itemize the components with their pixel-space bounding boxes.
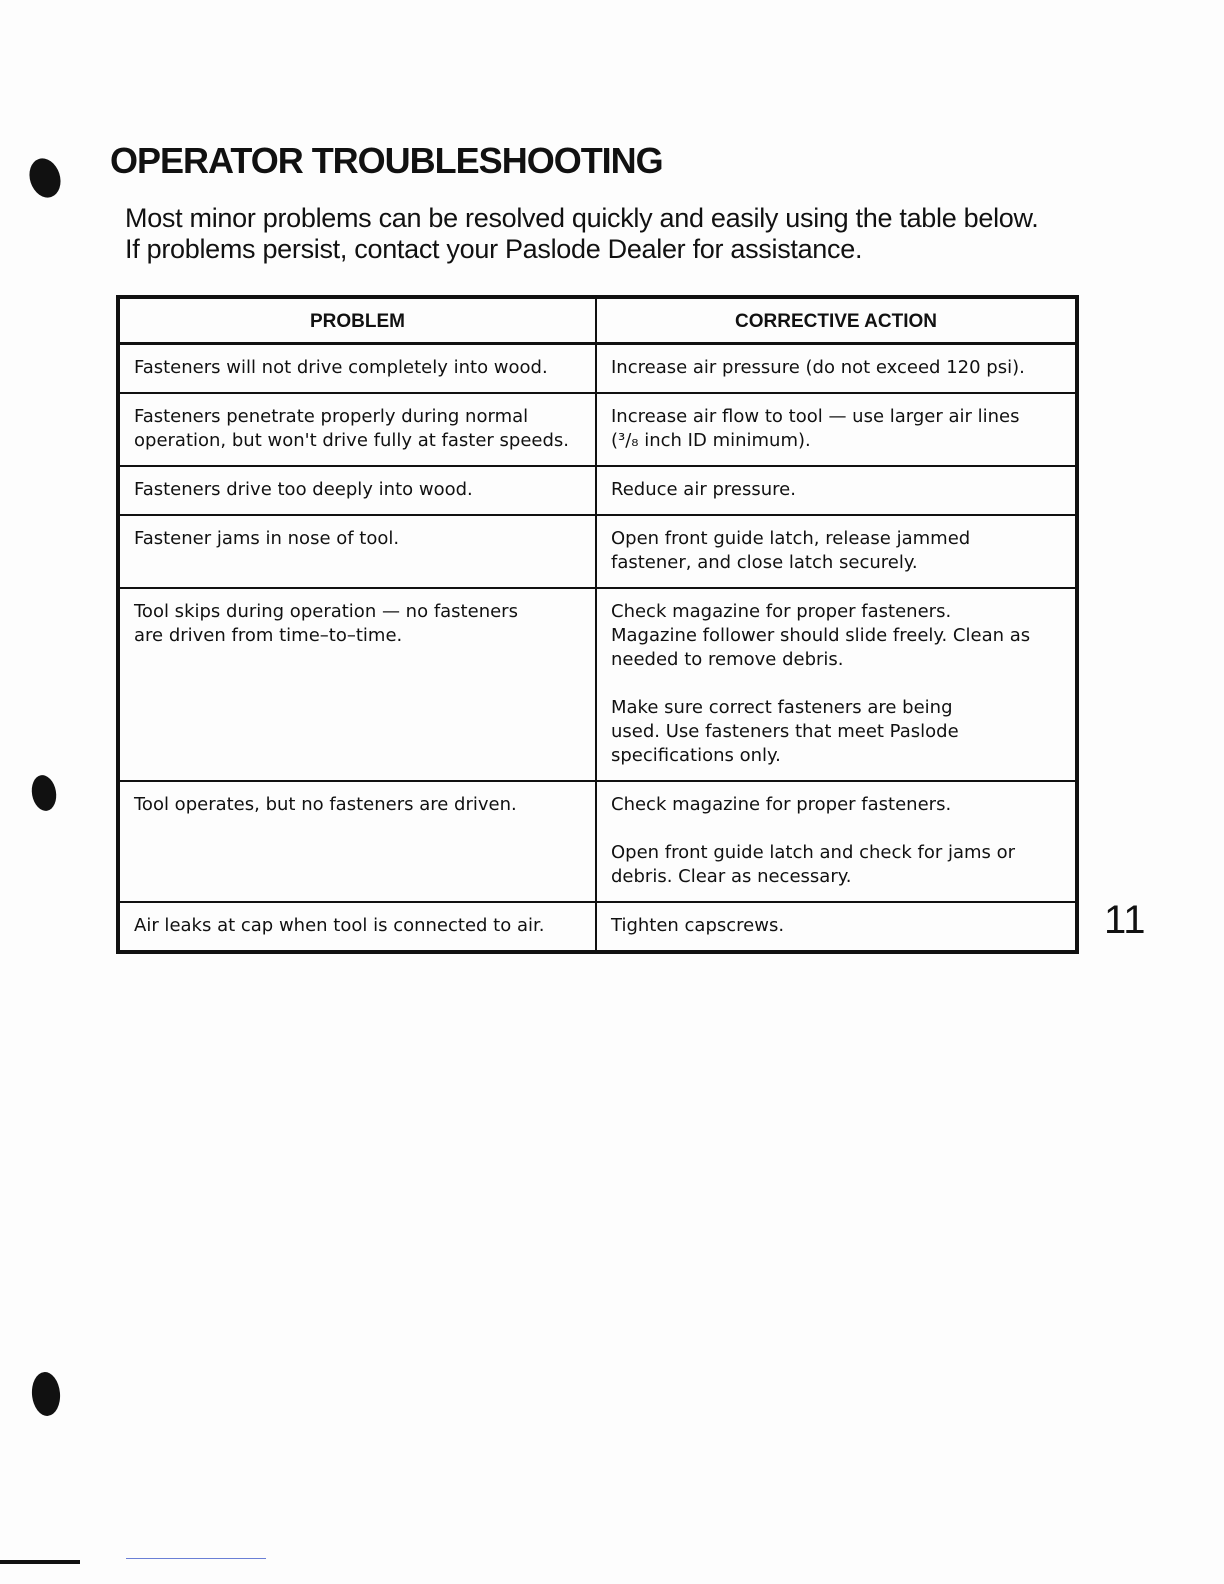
problem-cell [118, 466, 596, 515]
punch-hole-top [25, 154, 66, 201]
page-title: OPERATOR TROUBLESHOOTING [110, 140, 663, 181]
corrective-action-text: Open front guide latch, release jammed fastener, and close latch securely. [611, 528, 971, 573]
troubleshooting-table [116, 295, 1079, 954]
corrective-action-column-header: CORRECTIVE ACTION [596, 297, 1077, 344]
table-row [118, 344, 1077, 394]
corrective-action-cell [596, 466, 1077, 515]
table-row [118, 515, 1077, 588]
problem-cell [118, 515, 596, 588]
punch-hole-bottom [30, 1371, 62, 1417]
problem-text: Fasteners will not drive completely into wood. [134, 357, 548, 378]
problem-cell [118, 393, 596, 466]
problem-text: Tool operates, but no fasteners are driven. [134, 794, 517, 815]
corrective-action-cell [596, 588, 1077, 781]
problem-text: Fastener jams in nose of tool. [134, 528, 400, 549]
corrective-action-cell [596, 393, 1077, 466]
problem-cell [118, 588, 596, 781]
corrective-action-cell [596, 781, 1077, 902]
corrective-action-text: Increase air flow to tool — use larger air lines (³/₈ inch ID minimum). [611, 406, 1020, 451]
page-number: 11 [1104, 898, 1146, 942]
bottom-blue-rule [126, 1558, 266, 1559]
corrective-action-cell [596, 344, 1077, 394]
bottom-edge-rule [0, 1560, 80, 1564]
intro-line-2: If problems persist, contact your Paslode Dealer for assistance. [125, 234, 863, 264]
problem-column-header: PROBLEM [118, 297, 596, 344]
table-header-row [118, 297, 1077, 344]
corrective-action-text: Make sure correct fasteners are being used. Use fasteners that meet Paslode specifications only. [611, 697, 959, 766]
corrective-action-cell [596, 515, 1077, 588]
table-body [118, 344, 1077, 953]
corrective-action-text: Check magazine for proper fasteners. Magazine follower should slide freely. Clean as needed to remove debris. [611, 601, 1031, 670]
punch-hole-middle [29, 773, 59, 813]
intro-line-1: Most minor problems can be resolved quickly and easily using the table below. [125, 203, 1039, 233]
table-row [118, 902, 1077, 952]
corrective-action-text: Tighten capscrews. [611, 915, 785, 936]
problem-cell [118, 781, 596, 902]
problem-text: Tool skips during operation — no fasteners are driven from time–to–time. [134, 601, 518, 646]
problem-cell [118, 902, 596, 952]
problem-text: Fasteners penetrate properly during normal operation, but won't drive fully at faster speeds. [134, 406, 570, 451]
problem-text: Fasteners drive too deeply into wood. [134, 479, 473, 500]
corrective-action-text: Increase air pressure (do not exceed 120 psi). [611, 357, 1025, 378]
table-row [118, 588, 1077, 781]
table-row [118, 466, 1077, 515]
table-row [118, 393, 1077, 466]
problem-cell [118, 344, 596, 394]
corrective-action-cell [596, 902, 1077, 952]
problem-text: Air leaks at cap when tool is connected to air. [134, 915, 545, 936]
table-row [118, 781, 1077, 902]
corrective-action-text: Check magazine for proper fasteners. [611, 794, 952, 815]
corrective-action-text: Reduce air pressure. [611, 479, 796, 500]
corrective-action-text: Open front guide latch and check for jams or debris. Clear as necessary. [611, 842, 1016, 887]
intro-paragraph [125, 203, 1105, 265]
